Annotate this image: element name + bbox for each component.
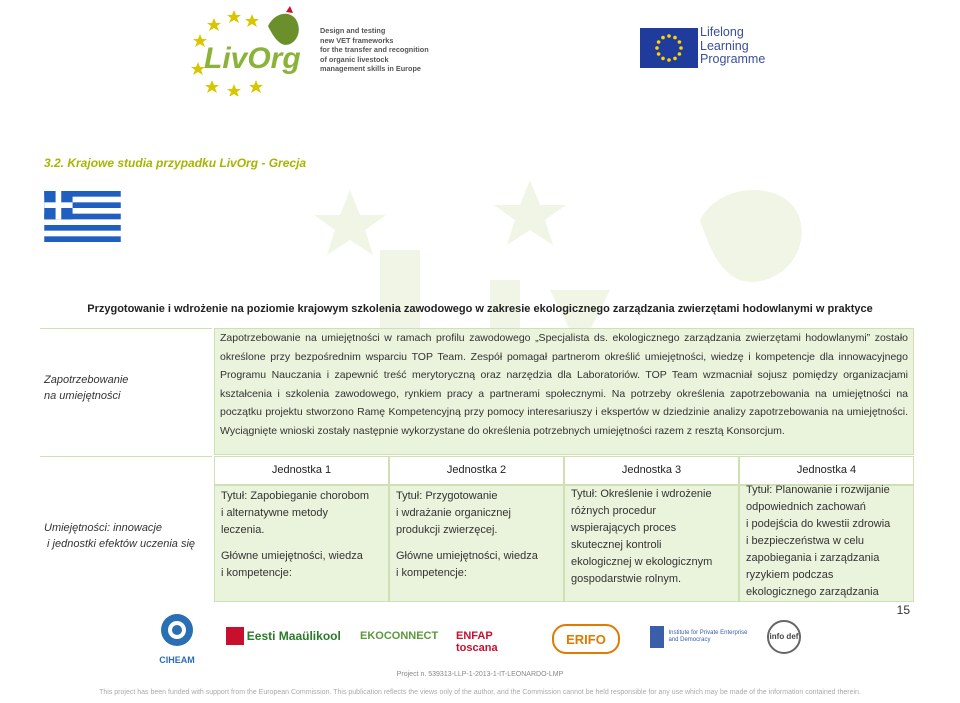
unit-line: gospodarstwie rolnym. xyxy=(571,573,682,585)
unit-4-header: Jednostka 4 xyxy=(739,456,914,485)
page-number: 15 xyxy=(896,603,910,617)
unit-line: Tytuł: Przygotowanie xyxy=(396,490,498,502)
livorg-logo xyxy=(190,4,315,96)
unit-line xyxy=(221,539,387,548)
ipe-logo-text: Institute for Private Enterprise and Democracy xyxy=(668,630,748,643)
label-line: Umiejętności: innowacje xyxy=(44,522,162,534)
livorg-tagline xyxy=(320,26,480,74)
project-number: Project n. 539313-LLP-1-2013-1-IT-LEONARDO-LMP xyxy=(396,671,564,678)
unit-line: Główne umiejętności, wiedza xyxy=(221,550,363,562)
unit-line: ekologicznego zarządzania xyxy=(746,586,879,598)
label-line: Zapotrzebowanie xyxy=(44,374,129,386)
eu-flag-icon xyxy=(640,28,698,68)
label-line: na umiejętności xyxy=(44,390,121,402)
unit-1-text xyxy=(221,488,387,582)
unit-2-text xyxy=(396,488,562,582)
unit-line: zapobiegania i zarządzania xyxy=(746,552,880,564)
ekoconnect-logo: EKOCONNECT xyxy=(360,630,439,642)
infodef-logo: info def xyxy=(767,620,801,654)
tagline-line: management skills in Europe xyxy=(320,64,421,74)
unit-line: odpowiednich zachowań xyxy=(746,501,866,513)
ipe-mark-icon xyxy=(650,626,664,648)
tagline-line: for the transfer and recognition xyxy=(320,45,429,55)
eesti-maaulikool-text: Eesti Maaülikool xyxy=(246,629,341,643)
llp-line: Programme xyxy=(700,52,766,66)
unit-line: leczenia. xyxy=(221,524,265,536)
emu-mark-icon xyxy=(226,627,244,645)
unit-4-text xyxy=(746,482,912,601)
ipe-democracy-logo xyxy=(650,626,750,656)
unit-line: i kompetencje: xyxy=(221,567,292,579)
label-line: i jednostki efektów uczenia się xyxy=(44,538,196,550)
row-divider xyxy=(40,328,212,329)
ciheam-logo xyxy=(155,612,199,664)
unit-line: wspierających proces xyxy=(571,522,677,534)
unit-line: i wdrażanie organicznej xyxy=(396,507,511,519)
unit-line: i podejścia do kwestii zdrowia xyxy=(746,518,891,530)
unit-3-text xyxy=(571,486,737,588)
row-divider xyxy=(40,456,212,457)
unit-line: i bezpieczeństwa w celu xyxy=(746,535,865,547)
unit-3-header: Jednostka 3 xyxy=(564,456,739,485)
unit-line: i alternatywne metody xyxy=(221,507,328,519)
tagline-line: of organic livestock xyxy=(320,54,389,64)
skills-units-label xyxy=(44,520,214,552)
unit-line: i kompetencje: xyxy=(396,567,467,579)
section-title: 3.2. Krajowe studia przypadku LivOrg - Grecja xyxy=(44,156,307,170)
llp-line: Lifelong xyxy=(700,25,744,39)
eesti-maaulikool-logo xyxy=(226,627,341,651)
unit-line xyxy=(396,539,562,548)
skills-needs-label xyxy=(44,372,128,404)
unit-1-header: Jednostka 1 xyxy=(214,456,389,485)
livorg-watermark xyxy=(230,180,830,350)
svg-text:LivOrg: LivOrg xyxy=(204,42,301,75)
unit-line: Tytuł: Określenie i wdrożenie xyxy=(571,488,712,500)
tagline-line: new VET frameworks xyxy=(320,35,394,45)
greek-flag-icon xyxy=(41,191,124,242)
erifo-logo: ERIFO xyxy=(552,624,620,654)
lifelong-learning-programme-logo xyxy=(700,26,810,67)
unit-line: różnych procedur xyxy=(571,505,656,517)
enfap-toscana-logo: ENFAP toscana xyxy=(456,630,498,654)
tagline-line: Design and testing xyxy=(320,26,386,35)
unit-line: Tytuł: Zapobieganie chorobom xyxy=(221,490,369,502)
unit-line: Tytuł: Planowanie i rozwijanie xyxy=(746,484,890,496)
unit-line: Główne umiejętności, wiedza xyxy=(396,550,538,562)
ciheam-emblem-icon xyxy=(155,612,199,650)
llp-line: Learning xyxy=(700,38,749,53)
unit-line: ekologicznej w ekologicznym xyxy=(571,556,713,568)
unit-2-header: Jednostka 2 xyxy=(389,456,564,485)
ciheam-logo-text: CIHEAM xyxy=(159,655,195,665)
unit-line: skutecznej kontroli xyxy=(571,539,662,551)
skills-needs-text: Zapotrzebowanie na umiejętności w ramach profilu zawodowego „Specjalista ds. ekologicznego zarządzania zwierzętami hodowlanymi” zostało określone przy bezpośrednim wsparciu TOP Team. Zespół pomagał partnerom określić umiejętności, wiedzę i kompetencje dla innowacyjnego Programu Nauczania i zapewnić treść merytoryczną oraz narzędzia dla Laboratoriów. TOP Team wzmacniał sojusz pomiędzy organizacjami kształcenia i szkolenia zawodowego, rynkiem pracy a partnerami społecznymi. Na potrzeby określenia zapotrzebowania na umiejętności na początku projektu stworzono Ramę Kompetencyjną przy pomocy interesariuszy i ekspertów w dziedzinie analizy zapotrzebowania na umiejętności. Wyciągnięte wnioski zostały następnie wykorzystane do określenia potrzebnych umiejętności razem z resztą Konsorcjum. xyxy=(220,332,908,437)
unit-line: ryzykiem podczas xyxy=(746,569,834,581)
eu-disclaimer: This project has been funded with support from the European Commission. This publication reflects the views only of the author, and the Commission cannot be held responsible for any use which may be made of the information contained therein. xyxy=(99,689,861,696)
unit-line: produkcji zwierzęcej. xyxy=(396,524,498,536)
main-heading: Przygotowanie i wdrożenie na poziomie krajowym szkolenia zawodowego w zakresie ekologicznego zarządzania zwierzętami hodowlanymi w praktyce xyxy=(87,303,873,315)
